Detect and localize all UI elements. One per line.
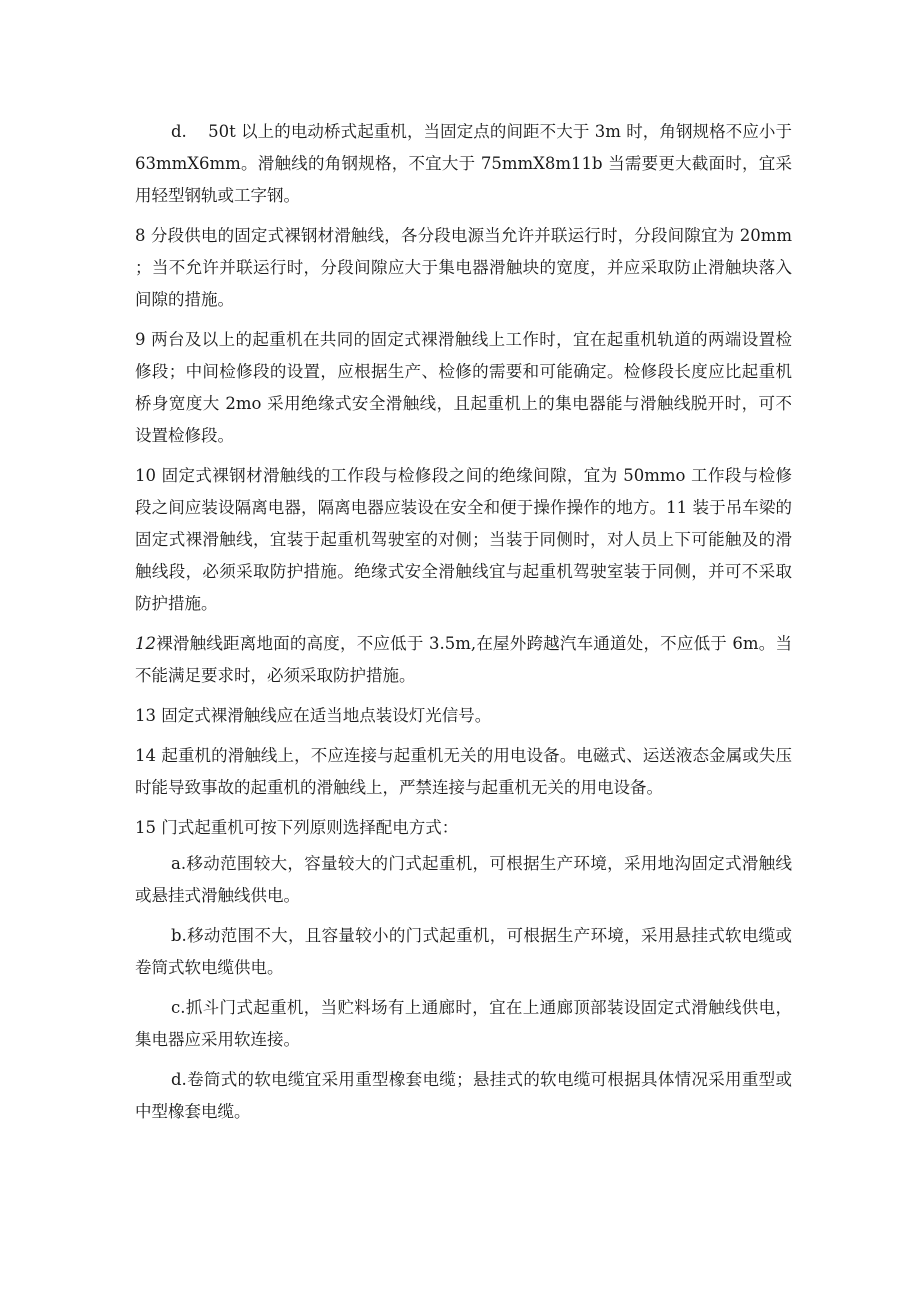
- paragraph-10-11-insulation-gap: 10 固定式裸钢材滑触线的工作段与检修段之间的绝缘间隙，宜为 50mmo 工作段与检修段之间应装设隔离电器，隔离电器应装设在安全和便于操作操作的地方。11 装于吊车梁的固定式裸滑触线，宜装于起重机驾驶室的对侧；当装于同侧时，对人员上下可能触及的滑触线段，必须采取防护措施。绝缘式安全滑触线宜与起重机驾驶室装于同侧，并可不采取防护措施。: [135, 466, 792, 613]
- paragraph-12-height: [135, 628, 792, 692]
- paragraph-15c: c.抓斗门式起重机，当贮料场有上通廊时，宜在上通廊顶部装设固定式滑触线供电，集电器应采用软连接。: [135, 998, 792, 1049]
- paragraph-15a: a.移动范围较大，容量较大的门式起重机，可根据生产环境，采用地沟固定式滑触线或悬挂式滑触线供电。: [135, 854, 792, 905]
- paragraph-15-gantry-intro: 15 门式起重机可按下列原则选择配电方式：: [135, 818, 459, 837]
- paragraph-12-text: 裸滑触线距离地面的高度，不应低于 3.5m,在屋外跨越汽车通道处，不应低于 6m。当不能满足要求时，必须采取防护措施。: [135, 634, 792, 685]
- paragraph-15b: b.移动范围不大，且容量较小的门式起重机，可根据生产环境，采用悬挂式软电缆或卷筒式软电缆供电。: [135, 926, 792, 977]
- paragraph-8-segment-gap: 8 分段供电的固定式裸钢材滑触线，各分段电源当允许并联运行时，分段间隙宜为 20mm ；当不允许并联运行时，分段间隙应大于集电器滑触块的宽度，并应采取防止滑触块落入间隙的措施。: [135, 226, 792, 309]
- paragraph-12-number: 12: [135, 634, 156, 653]
- paragraph-14-unrelated-equipment: 14 起重机的滑触线上，不应连接与起重机无关的用电设备。电磁式、运送液态金属或失压时能导致事故的起重机的滑触线上，严禁连接与起重机无关的用电设备。: [135, 746, 792, 797]
- paragraph-13-signal-light: 13 固定式裸滑触线应在适当地点装设灯光信号。: [135, 706, 492, 725]
- paragraph-9-maintenance-section: 9 两台及以上的起重机在共同的固定式裸滑触线上工作时，宜在起重机轨道的两端设置检修段；中间检修段的设置，应根据生产、检修的需要和可能确定。检修段长度应比起重机桥身宽度大 2mo 采用绝缘式安全滑触线，且起重机上的集电器能与滑触线脱开时，可不设置检修段。: [135, 330, 792, 445]
- paragraph-item-d-50t-crane: d. 50t 以上的电动桥式起重机，当固定点的间距不大于 3m 时，角钢规格不应小于 63mmX6mm。滑触线的角钢规格，不宜大于 75mmX8m11b 当需要更大截面时，宜采用轻型钢轨或工字钢。: [135, 122, 792, 205]
- paragraph-15d: d.卷筒式的软电缆宜采用重型橡套电缆；悬挂式的软电缆可根据具体情况采用重型或中型橡套电缆。: [135, 1070, 792, 1121]
